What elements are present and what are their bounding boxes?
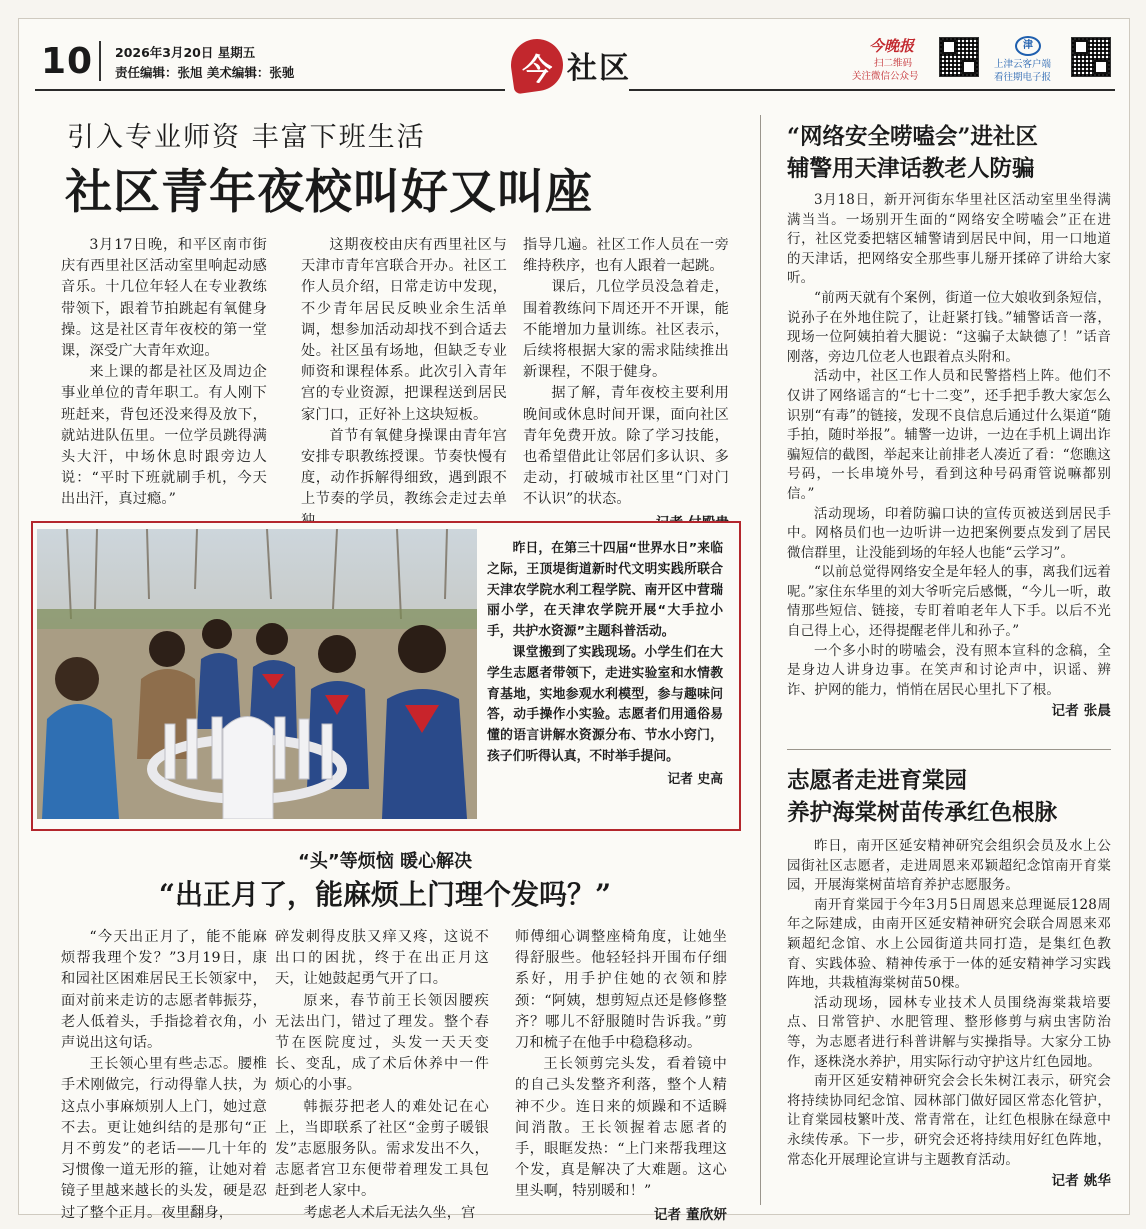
volunteer-headline-2: 养护海棠树苗传承红色根脉: [787, 800, 1058, 826]
section-logo-icon: 今: [508, 36, 567, 95]
haircut-col-2: 碎发刺得皮肤又痒又疼，这说不出口的困扰，终于在出正月这天，让她鼓起勇气开了口。 原来，春节前王长领因腰疾无法出门，错过了理发。整个春节在医院度过，头发一天天变长、变乱，成了术后休养中一件烦心的小事。 韩振芬把老人的难处记在心上，当即联系了社区“金剪子暖银发”志愿服务队。需求发出不久，志愿者宫卫东便带着理发工具包赶到老人家中。 考虑老人术后无法久坐，宫: [275, 929, 489, 1221]
brand2-logo-icon: 津: [1015, 36, 1041, 56]
haircut-col-1: “今天出正月了，能不能麻烦帮我理个发？”3月19日，康和园社区困难居民王长领家中，面对前来走访的志愿者韩振芬，老人低着头，手指捻着衣角，小声说出这句话。 王长领心里有些忐忑。腰椎手术刚做完，行动得靠人扶，为这点小事麻烦别人上门，她过意不去。更让她纠结的是那句“正月不剪发”的老话——几十年的习惯像一道无形的箍，让她对着镜子里越来越长的头发，硬是忍过了整个正月。夜里翻身，: [61, 929, 267, 1221]
brand1-logo: 今晚报: [869, 37, 915, 55]
masthead-rule: [629, 89, 1115, 91]
main-headline: 社区青年夜校叫好又叫座: [65, 165, 593, 220]
page-number: 10: [41, 41, 94, 82]
section-name: 社区: [567, 51, 631, 86]
haircut-kicker: “头”等烦恼 暖心解决: [298, 851, 472, 872]
brand1-caption-1: 扫二维码: [874, 58, 913, 69]
main-col-1: 3月17日晚，和平区南市街庆有西里社区活动室里响起动感音乐。十几位年轻人在专业教练带领下，跟着节拍跳起有氧健身操。这是社区青年夜校的第一堂课，深受广大青年欢迎。 来上课的都是社区及周边企事业单位的青年职工。有人刚下班赶来，背包还没来得及放下，就站进队伍里。一位学员跳得满头大汗，中场休息时跟旁边人说：“平时下班就刷手机，今天出出汗，真过瘾。”: [61, 237, 267, 508]
haircut-col-3: 师傅细心调整座椅角度，让她坐得舒服些。他轻轻抖开围布仔细系好，用手护住她的衣领和脖颈：“阿姨，想剪短点还是修修整齐？哪儿不舒服随时告诉我。”剪刀和梳子在他手中稳稳移动。 王长领剪完头发，看着镜中的自己头发整齐利落，整个人精神不少。连日来的烦躁和不适瞬间消散。王长领握着志愿者的手，眼眶发热：“上门来帮我理这个发，真是解决了大难题。这心里头啊，特别暖和！” 记者 董欣妍: [515, 927, 727, 1226]
editors-line: 责任编辑：张旭 美术编辑：张驰: [115, 65, 295, 80]
main-col-2: 这期夜校由庆有西里社区与天津市青年宫联合开办。社区工作人员介绍，日常走访中发现，不少青年居民反映业余生活单调，想参加活动却找不到合适去处。社区虽有场地，但缺乏专业师资和课程体系。此次引入青年宫的专业资源，把课程送到居民家门口，正好补上这块短板。 首节有氧健身操课由青年宫安排专职教练授课。节奏快慢有度，动作拆解得细致，遇到跟不上节奏的学员，教练会走过去单: [301, 237, 507, 508]
volunteer-byline: 记者 姚华: [1051, 1173, 1111, 1190]
masthead-rule: [35, 89, 505, 91]
section-divider: [787, 749, 1111, 750]
haircut-headline: “出正月了，能麻烦上门理个发吗？”: [158, 878, 612, 911]
security-headline-1: “网络安全唠嗑会”进社区: [787, 124, 1038, 150]
issue-date: 2026年3月20日 星期五: [115, 45, 256, 60]
haircut-byline: 记者 董欣妍: [653, 1206, 727, 1223]
column-divider: [760, 115, 761, 1205]
photo-byline: 记者 史高: [667, 771, 723, 787]
masthead-divider: [99, 41, 101, 81]
brand2-caption-1: 上津云客户端: [994, 59, 1052, 70]
photo-story-text: 昨日，在第三十四届“世界水日”来临之际，王顶堤街道新时代文明实践所联合天津农学院水利工程学院、南开区中营瑞丽小学，在天津农学院开展“大手拉小手，共护水资源”主题科普活动。 课堂搬到了实践现场。小学生们在大学生志愿者带领下，走进实验室和水情教育基地，实地参观水利模型，参与趣味问答，动手操作小实验。志愿者们用通俗易懂的语言讲解水资源分布、节水小窍门，孩子们听得认真，不时举手提问。 记者 史高: [487, 539, 723, 791]
photo-story-box: [31, 521, 741, 831]
security-byline: 记者 张晨: [1051, 703, 1111, 720]
volunteer-body: 昨日，南开区延安精神研究会组织会员及水上公园街社区志愿者，走进周恩来邓颖超纪念馆南开育棠园，开展海棠树苗培育养护志愿服务。 南开育棠园于今年3月5日周恩来总理诞辰128周年之际建成，由南开区延安精神研究会联合周恩来邓颖超纪念馆、水上公园街道共同打造，是集红色教育、实践体验、精神传承于一体的延安精神学习实践阵地，共栽植海棠树苗50棵。 活动现场，园林专业技术人员围绕海棠栽培要点、日常管护、水肥管理、整形修剪与病虫害防治等，为志愿者进行科普讲解与实操指导。大家分工协作，逐株浇水养护，用实际行动守护这片红色园地。 南开区延安精神研究会会长朱树江表示，研究会将持续协同纪念馆、园林部门做好园区常态化管护，让育棠园枝繁叶茂、常青常在，让红色根脉在绿意中永续传承。下一步，研究会还将持续用好红色阵地，常态化开展理论宣讲与主题教育活动。 记者 姚华: [787, 837, 1111, 1192]
main-col-3: 指导几遍。社区工作人员在一旁维持秩序，也有人跟着一起跳。 课后，几位学员没急着走，围着教练问下周还开不开课，能不能增加力量训练。社区表示，后续将根据大家的需求陆续推出新课程，不限于健身。 据了解，青年夜校主要利用晚间或休息时间开课，面向社区青年免费开放。除了学习技能，也希望借此让邻居们多认识、多走动，打破城市社区里“门对门不认识”的状态。: [523, 235, 729, 534]
qr-code-icon: [1071, 37, 1111, 77]
newspaper-page: [18, 18, 1130, 1223]
main-kicker: 引入专业师资 丰富下班生活: [67, 122, 426, 153]
news-photo: [37, 529, 477, 819]
qr-code-icon: [939, 37, 979, 77]
volunteer-headline-1: 志愿者走进育棠园: [787, 768, 968, 794]
security-headline-2: 辅警用天津话教老人防骗: [787, 156, 1035, 182]
brand2-caption-2: 看往期电子报: [994, 72, 1052, 83]
brand1-caption-2: 关注微信公众号: [852, 71, 919, 82]
security-body: 3月18日，新开河街东华里社区活动室里坐得满满当当。一场别开生面的“网络安全唠嗑会”正在进行，社区党委把辖区辅警请到居民中间，用一口地道的天津话，把网络安全那些事儿掰开揉碎了讲给大家听。 “前两天就有个案例，街道一位大娘收到条短信，说孙子在外地住院了，让赶紧打钱。”辅警话音一落，现场一位阿姨拍着大腿说：“这骗子太缺德了！”话音刚落，旁边几位老人也跟着点头附和。 活动中，社区工作人员和民警搭档上阵。他们不仅讲了网络谣言的“七十二变”，还手把手教大家怎么识别“有毒”的链接，发现不良信息后通过什么渠道“随手拍，随时举报”。辅警一边讲，一边在手机上调出诈骗短信的截图，举起来让前排老人凑近了看：“您瞧这号码，一长串境外号，看到这种号码甭管说嘛都别信。” 活动现场，印着防骗口诀的宣传页被送到居民手中。网格员们也一边听讲一边把案例要点发到了居民微信群里，让没能到场的年轻人也能“云学习”。 “以前总觉得网络安全是年轻人的事，离我们远着呢。”家住东华里的刘大爷听完后感慨，“今儿一听，敢情那些短信、链接，专盯着咱老年人下手。以后不光自己得上心，还得提醒老伴儿和孙子。” 一个多小时的唠嗑会，没有照本宣科的念稿，全是身边人讲身边事。在笑声和讨论声中，识谣、辨诈、护网的能力，悄悄在居民心里扎下了根。 记者 张晨: [787, 191, 1111, 722]
